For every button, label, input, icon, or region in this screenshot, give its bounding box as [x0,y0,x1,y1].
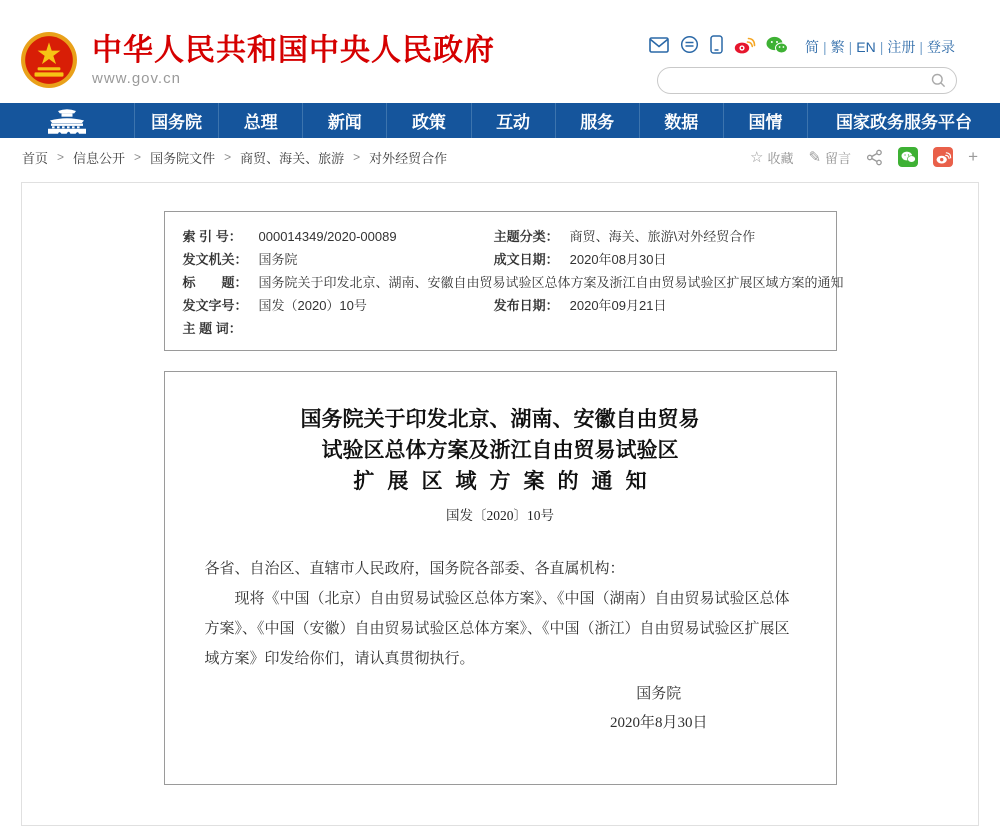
main-nav [0,103,1000,138]
login-link[interactable]: 登录 [927,39,955,55]
breadcrumb-info-disclosure[interactable]: 信息公开 [73,150,126,166]
national-emblem-icon [20,31,78,89]
document-meta-box [164,211,844,351]
nav-item-data[interactable]: 数据 [640,103,724,138]
breadcrumb: 首页 > 信息公开 > 国务院文件 > 商贸、海关、旅游 > 对外经贸合作 ☆ 收藏 ✎ 留言 + [22,147,978,166]
comment-button[interactable]: ✎ 留言 [808,148,852,166]
site-title: 中华人民共和国中央人民政府 [92,33,495,67]
weibo-badge-icon [936,151,951,164]
nav-item-policies[interactable]: 政策 [387,103,471,138]
document-text [205,554,796,738]
meta-title-label: 标 题： [182,275,248,290]
nav-item-gov-service-platform[interactable]: 国家政务服务平台 [836,113,972,132]
nav-item-premier[interactable]: 总理 [219,103,303,138]
tiananmen-icon [39,108,95,134]
nav-item-national-conditions[interactable]: 国情 [724,103,808,138]
nav-item-interact[interactable]: 互动 [472,103,556,138]
nav-home-button[interactable] [0,103,135,138]
register-link[interactable]: 注册 [887,39,916,55]
comment-icon[interactable] [680,35,699,59]
document-signature [610,680,708,738]
wechat-badge-icon [901,151,916,163]
lang-simplified-link[interactable]: 简 [804,39,819,55]
site-url: www.gov.cn [92,69,181,87]
breadcrumb-trade-customs-tourism[interactable]: 商贸、海关、旅游 [240,150,345,166]
meta-keywords-label: 主 题 词： [182,321,242,336]
meta-publish-date-label: 发布日期： [493,298,559,313]
meta-category-label: 主题分类： [493,229,559,244]
meta-index-value: 000014349/2020-00089 [258,229,397,244]
star-icon: ☆ [750,148,764,166]
meta-doc-number-label: 发文字号： [182,298,248,313]
nav-item-services[interactable]: 服务 [556,103,640,138]
lang-english-link[interactable]: EN [856,39,876,55]
document-body-box [164,371,837,785]
content-container [21,182,979,826]
meta-title-value: 国务院关于印发北京、湖南、安徽自由贸易试验区总体方案及浙江自由贸易试验区扩展区域方案的通知 [258,275,844,290]
pencil-icon: ✎ [808,148,822,166]
share-weibo-button[interactable] [933,147,953,167]
site-logo[interactable] [20,31,495,89]
breadcrumb-foreign-trade-cooperation[interactable]: 对外经贸合作 [369,150,448,166]
document-sign-date: 2020年8月30日 [609,715,708,731]
meta-written-date-label: 成文日期： [493,252,559,267]
more-share-button[interactable]: + [968,147,978,166]
mail-icon[interactable] [649,37,669,58]
document-salutation: 各省、自治区、直辖市人民政府，国务院各部委、各直属机构： [204,561,625,577]
wechat-icon[interactable] [766,36,788,59]
meta-issuer-value: 国务院 [258,252,298,267]
meta-doc-number-value: 国发（2020）10号 [258,298,367,313]
meta-index-label: 索 引 号： [182,229,242,244]
meta-written-date-value: 2020年08月30日 [569,252,667,267]
meta-issuer-label: 发文机关： [182,252,248,267]
search-button[interactable] [931,73,946,88]
document-title: 国务院关于印发北京、湖南、安徽自由贸易 试验区总体方案及浙江自由贸易试验区 扩展区域方案的通知 [300,407,700,493]
document-number: 国发〔2020〕10号 [446,508,554,523]
search-input[interactable] [668,73,931,88]
search-icon [931,73,946,88]
nav-item-news[interactable]: 新闻 [303,103,387,138]
meta-publish-date-value: 2020年09月21日 [569,298,667,313]
document-signer: 国务院 [636,686,682,702]
search-box[interactable] [657,67,957,94]
share-icon [866,149,883,166]
breadcrumb-state-council-docs[interactable]: 国务院文件 [150,150,216,166]
nav-item-state-council[interactable]: 国务院 [135,103,219,138]
weibo-icon[interactable] [734,36,755,59]
favorite-button[interactable]: ☆ 收藏 [750,148,794,166]
language-account-links: 简 | 繁 | EN | 注册 | 登录 [804,39,955,55]
site-header [0,0,1000,103]
share-button[interactable] [866,149,883,166]
share-wechat-button[interactable] [898,147,918,167]
breadcrumb-home[interactable]: 首页 [22,150,49,166]
document-paragraph: 现将《中国（北京）自由贸易试验区总体方案》、《中国（湖南）自由贸易试验区总体方案》、《中国（安徽）自由贸易试验区总体方案》、《中国（浙江）自由贸易试验区扩展区域方案》印发给你们，请认真贯彻执行。 [204,591,790,667]
mobile-icon[interactable] [710,35,723,59]
meta-category-value: 商贸、海关、旅游\对外经贸合作 [569,229,756,244]
lang-traditional-link[interactable]: 繁 [830,39,845,55]
